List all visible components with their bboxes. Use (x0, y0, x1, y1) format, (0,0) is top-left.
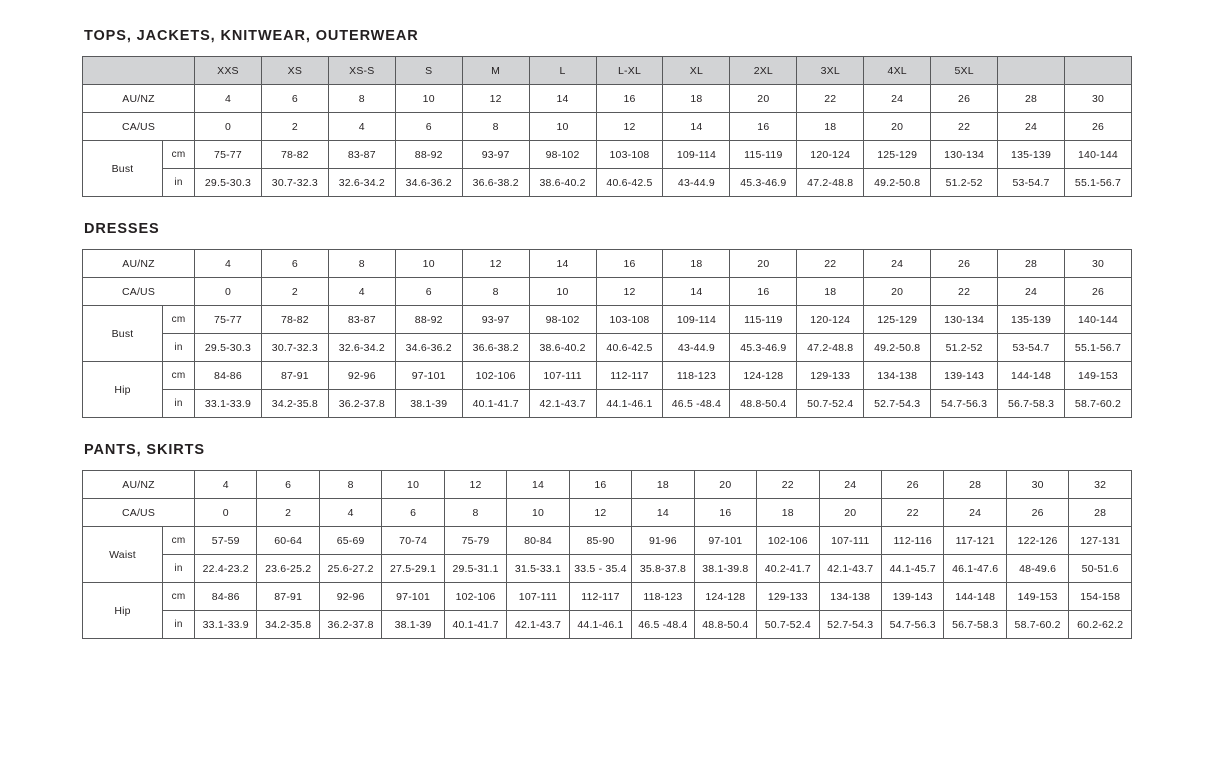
value-cell: 139-143 (931, 362, 998, 390)
value-cell: 149-153 (1006, 583, 1068, 611)
value-cell: 22.4-23.2 (195, 555, 257, 583)
value-cell: 30 (1006, 471, 1068, 499)
table-row (83, 499, 1132, 527)
table-row (83, 278, 1132, 306)
unit-label: in (163, 334, 195, 362)
value-cell: 33.1-33.9 (195, 390, 262, 418)
table-row (83, 471, 1132, 499)
measurement-label: Hip (83, 583, 163, 639)
value-cell: 40.6-42.5 (596, 169, 663, 197)
value-cell: 93-97 (462, 306, 529, 334)
value-cell: 18 (632, 471, 694, 499)
value-cell: 107-111 (529, 362, 596, 390)
value-cell: 16 (596, 85, 663, 113)
table-row (83, 85, 1132, 113)
value-cell: 10 (529, 278, 596, 306)
value-cell: 40.1-41.7 (444, 611, 506, 639)
value-cell: 125-129 (864, 306, 931, 334)
value-cell: 102-106 (462, 362, 529, 390)
value-cell: 115-119 (730, 306, 797, 334)
value-cell: 30.7-32.3 (261, 334, 328, 362)
value-cell: 42.1-43.7 (507, 611, 569, 639)
section-title: DRESSES (84, 221, 160, 237)
value-cell: 36.2-37.8 (328, 390, 395, 418)
value-cell: 84-86 (195, 583, 257, 611)
value-cell: 34.2-35.8 (257, 611, 319, 639)
value-cell: 14 (529, 85, 596, 113)
size-header-cell: 3XL (797, 57, 864, 85)
value-cell: 8 (462, 113, 529, 141)
size-table (82, 56, 1132, 197)
size-header-cell: S (395, 57, 462, 85)
value-cell: 34.2-35.8 (261, 390, 328, 418)
size-header-cell (1064, 57, 1131, 85)
value-cell: 14 (632, 499, 694, 527)
value-cell: 10 (382, 471, 444, 499)
size-header-cell: XXS (195, 57, 262, 85)
value-cell: 149-153 (1064, 362, 1131, 390)
size-header-cell: XL (663, 57, 730, 85)
value-cell: 51.2-52 (931, 334, 998, 362)
value-cell: 36.6-38.2 (462, 334, 529, 362)
value-cell: 26 (1064, 278, 1131, 306)
value-cell: 32.6-34.2 (328, 169, 395, 197)
value-cell: 14 (507, 471, 569, 499)
unit-label: in (163, 390, 195, 418)
table-row (83, 141, 1132, 169)
value-cell: 102-106 (444, 583, 506, 611)
value-cell: 124-128 (730, 362, 797, 390)
size-header-cell: 4XL (864, 57, 931, 85)
value-cell: 8 (444, 499, 506, 527)
value-cell: 109-114 (663, 306, 730, 334)
value-cell: 2 (261, 113, 328, 141)
size-header-cell: 5XL (931, 57, 998, 85)
value-cell: 52.7-54.3 (819, 611, 881, 639)
value-cell: 107-111 (507, 583, 569, 611)
value-cell: 48-49.6 (1006, 555, 1068, 583)
value-cell: 92-96 (328, 362, 395, 390)
value-cell: 32.6-34.2 (328, 334, 395, 362)
value-cell: 118-123 (632, 583, 694, 611)
table-row (83, 306, 1132, 334)
size-header-cell (998, 57, 1065, 85)
value-cell: 50.7-52.4 (757, 611, 819, 639)
value-cell: 45.3-46.9 (730, 169, 797, 197)
value-cell: 85-90 (569, 527, 631, 555)
size-table (82, 470, 1132, 639)
row-label: CA/US (83, 278, 195, 306)
unit-label: in (163, 169, 195, 197)
value-cell: 2 (261, 278, 328, 306)
value-cell: 33.1-33.9 (195, 611, 257, 639)
value-cell: 32 (1069, 471, 1132, 499)
table-header-row (83, 57, 1132, 85)
value-cell: 60-64 (257, 527, 319, 555)
value-cell: 40.1-41.7 (462, 390, 529, 418)
value-cell: 18 (797, 278, 864, 306)
value-cell: 20 (730, 85, 797, 113)
table-row (83, 362, 1132, 390)
value-cell: 16 (730, 113, 797, 141)
value-cell: 40.2-41.7 (757, 555, 819, 583)
value-cell: 49.2-50.8 (864, 169, 931, 197)
value-cell: 47.2-48.8 (797, 169, 864, 197)
value-cell: 12 (596, 113, 663, 141)
value-cell: 46.1-47.6 (944, 555, 1006, 583)
value-cell: 25.6-27.2 (319, 555, 381, 583)
value-cell: 12 (462, 250, 529, 278)
value-cell: 35.8-37.8 (632, 555, 694, 583)
value-cell: 10 (529, 113, 596, 141)
value-cell: 4 (328, 278, 395, 306)
value-cell: 26 (931, 250, 998, 278)
value-cell: 83-87 (328, 306, 395, 334)
section-title: TOPS, JACKETS, KNITWEAR, OUTERWEAR (84, 28, 419, 44)
value-cell: 54.7-56.3 (881, 611, 943, 639)
value-cell: 51.2-52 (931, 169, 998, 197)
value-cell: 18 (757, 499, 819, 527)
value-cell: 6 (395, 113, 462, 141)
value-cell: 49.2-50.8 (864, 334, 931, 362)
value-cell: 53-54.7 (998, 334, 1065, 362)
value-cell: 24 (998, 113, 1065, 141)
value-cell: 22 (797, 250, 864, 278)
size-table (82, 249, 1132, 418)
size-header-cell: M (462, 57, 529, 85)
value-cell: 8 (319, 471, 381, 499)
value-cell: 118-123 (663, 362, 730, 390)
value-cell: 38.1-39 (395, 390, 462, 418)
value-cell: 48.8-50.4 (730, 390, 797, 418)
value-cell: 0 (195, 113, 262, 141)
value-cell: 38.6-40.2 (529, 334, 596, 362)
value-cell: 14 (663, 278, 730, 306)
unit-label: cm (163, 306, 195, 334)
size-table-section (82, 442, 1132, 639)
value-cell: 50-51.6 (1069, 555, 1132, 583)
size-table-section (82, 28, 1132, 197)
value-cell: 140-144 (1064, 306, 1131, 334)
value-cell: 48.8-50.4 (694, 611, 756, 639)
row-label: AU/NZ (83, 250, 195, 278)
value-cell: 28 (998, 85, 1065, 113)
value-cell: 12 (596, 278, 663, 306)
value-cell: 80-84 (507, 527, 569, 555)
value-cell: 16 (730, 278, 797, 306)
value-cell: 57-59 (195, 527, 257, 555)
value-cell: 84-86 (195, 362, 262, 390)
value-cell: 83-87 (328, 141, 395, 169)
value-cell: 52.7-54.3 (864, 390, 931, 418)
value-cell: 38.6-40.2 (529, 169, 596, 197)
value-cell: 24 (998, 278, 1065, 306)
value-cell: 103-108 (596, 306, 663, 334)
value-cell: 75-77 (195, 306, 262, 334)
value-cell: 44.1-46.1 (596, 390, 663, 418)
value-cell: 4 (195, 250, 262, 278)
value-cell: 44.1-45.7 (881, 555, 943, 583)
value-cell: 87-91 (261, 362, 328, 390)
value-cell: 97-101 (395, 362, 462, 390)
value-cell: 97-101 (382, 583, 444, 611)
unit-label: cm (163, 527, 195, 555)
value-cell: 22 (757, 471, 819, 499)
value-cell: 135-139 (998, 141, 1065, 169)
value-cell: 34.6-36.2 (395, 169, 462, 197)
value-cell: 56.7-58.3 (998, 390, 1065, 418)
measurement-label: Waist (83, 527, 163, 583)
size-header-cell: XS-S (328, 57, 395, 85)
value-cell: 24 (864, 250, 931, 278)
value-cell: 65-69 (319, 527, 381, 555)
value-cell: 55.1-56.7 (1064, 169, 1131, 197)
value-cell: 98-102 (529, 141, 596, 169)
value-cell: 45.3-46.9 (730, 334, 797, 362)
value-cell: 122-126 (1006, 527, 1068, 555)
measurement-label: Bust (83, 306, 163, 362)
value-cell: 22 (931, 278, 998, 306)
value-cell: 16 (569, 471, 631, 499)
value-cell: 55.1-56.7 (1064, 334, 1131, 362)
value-cell: 10 (395, 85, 462, 113)
value-cell: 20 (864, 278, 931, 306)
value-cell: 28 (998, 250, 1065, 278)
value-cell: 30.7-32.3 (261, 169, 328, 197)
value-cell: 43-44.9 (663, 169, 730, 197)
value-cell: 14 (529, 250, 596, 278)
value-cell: 58.7-60.2 (1064, 390, 1131, 418)
value-cell: 24 (944, 499, 1006, 527)
value-cell: 28 (1069, 499, 1132, 527)
value-cell: 112-117 (569, 583, 631, 611)
value-cell: 24 (864, 85, 931, 113)
value-cell: 91-96 (632, 527, 694, 555)
size-table-section (82, 221, 1132, 418)
value-cell: 139-143 (881, 583, 943, 611)
row-label: AU/NZ (83, 471, 195, 499)
value-cell: 130-134 (931, 306, 998, 334)
value-cell: 78-82 (261, 306, 328, 334)
size-header-cell: XS (261, 57, 328, 85)
value-cell: 6 (257, 471, 319, 499)
row-label: CA/US (83, 499, 195, 527)
value-cell: 29.5-30.3 (195, 169, 262, 197)
value-cell: 97-101 (694, 527, 756, 555)
value-cell: 93-97 (462, 141, 529, 169)
value-cell: 42.1-43.7 (529, 390, 596, 418)
value-cell: 6 (395, 278, 462, 306)
value-cell: 140-144 (1064, 141, 1131, 169)
value-cell: 112-117 (596, 362, 663, 390)
value-cell: 54.7-56.3 (931, 390, 998, 418)
value-cell: 34.6-36.2 (395, 334, 462, 362)
value-cell: 58.7-60.2 (1006, 611, 1068, 639)
value-cell: 0 (195, 278, 262, 306)
value-cell: 27.5-29.1 (382, 555, 444, 583)
value-cell: 36.6-38.2 (462, 169, 529, 197)
value-cell: 22 (931, 113, 998, 141)
table-row (83, 390, 1132, 418)
value-cell: 144-148 (998, 362, 1065, 390)
value-cell: 103-108 (596, 141, 663, 169)
table-row (83, 555, 1132, 583)
value-cell: 125-129 (864, 141, 931, 169)
measurement-label: Bust (83, 141, 163, 197)
row-label: CA/US (83, 113, 195, 141)
value-cell: 75-79 (444, 527, 506, 555)
value-cell: 88-92 (395, 306, 462, 334)
value-cell: 75-77 (195, 141, 262, 169)
size-header-cell: 2XL (730, 57, 797, 85)
value-cell: 8 (328, 250, 395, 278)
value-cell: 102-106 (757, 527, 819, 555)
value-cell: 16 (694, 499, 756, 527)
value-cell: 38.1-39 (382, 611, 444, 639)
value-cell: 20 (730, 250, 797, 278)
measurement-label: Hip (83, 362, 163, 418)
value-cell: 40.6-42.5 (596, 334, 663, 362)
value-cell: 109-114 (663, 141, 730, 169)
value-cell: 88-92 (395, 141, 462, 169)
value-cell: 24 (819, 471, 881, 499)
section-title: PANTS, SKIRTS (84, 442, 205, 458)
value-cell: 14 (663, 113, 730, 141)
value-cell: 26 (1006, 499, 1068, 527)
value-cell: 8 (328, 85, 395, 113)
value-cell: 29.5-30.3 (195, 334, 262, 362)
value-cell: 6 (382, 499, 444, 527)
value-cell: 20 (694, 471, 756, 499)
value-cell: 18 (797, 113, 864, 141)
value-cell: 120-124 (797, 141, 864, 169)
value-cell: 44.1-46.1 (569, 611, 631, 639)
table-row (83, 250, 1132, 278)
value-cell: 2 (257, 499, 319, 527)
size-header-cell: L (529, 57, 596, 85)
value-cell: 46.5 -48.4 (632, 611, 694, 639)
value-cell: 18 (663, 250, 730, 278)
table-row (83, 527, 1132, 555)
value-cell: 20 (864, 113, 931, 141)
value-cell: 22 (797, 85, 864, 113)
unit-label: cm (163, 583, 195, 611)
unit-label: cm (163, 141, 195, 169)
value-cell: 120-124 (797, 306, 864, 334)
value-cell: 47.2-48.8 (797, 334, 864, 362)
value-cell: 112-116 (881, 527, 943, 555)
value-cell: 144-148 (944, 583, 1006, 611)
value-cell: 31.5-33.1 (507, 555, 569, 583)
value-cell: 43-44.9 (663, 334, 730, 362)
value-cell: 130-134 (931, 141, 998, 169)
table-row (83, 334, 1132, 362)
value-cell: 117-121 (944, 527, 1006, 555)
unit-label: in (163, 611, 195, 639)
value-cell: 87-91 (257, 583, 319, 611)
value-cell: 4 (319, 499, 381, 527)
value-cell: 28 (944, 471, 1006, 499)
value-cell: 60.2-62.2 (1069, 611, 1132, 639)
value-cell: 26 (1064, 113, 1131, 141)
value-cell: 33.5 - 35.4 (569, 555, 631, 583)
table-row (83, 169, 1132, 197)
value-cell: 6 (261, 85, 328, 113)
value-cell: 53-54.7 (998, 169, 1065, 197)
value-cell: 92-96 (319, 583, 381, 611)
value-cell: 12 (569, 499, 631, 527)
value-cell: 38.1-39.8 (694, 555, 756, 583)
size-guide-sections (82, 28, 1132, 639)
value-cell: 70-74 (382, 527, 444, 555)
row-label: AU/NZ (83, 85, 195, 113)
value-cell: 20 (819, 499, 881, 527)
value-cell: 56.7-58.3 (944, 611, 1006, 639)
value-cell: 98-102 (529, 306, 596, 334)
size-header-cell: L-XL (596, 57, 663, 85)
value-cell: 22 (881, 499, 943, 527)
unit-label: cm (163, 362, 195, 390)
value-cell: 135-139 (998, 306, 1065, 334)
value-cell: 129-133 (757, 583, 819, 611)
value-cell: 10 (507, 499, 569, 527)
value-cell: 50.7-52.4 (797, 390, 864, 418)
value-cell: 18 (663, 85, 730, 113)
value-cell: 10 (395, 250, 462, 278)
value-cell: 4 (195, 471, 257, 499)
value-cell: 30 (1064, 250, 1131, 278)
value-cell: 26 (881, 471, 943, 499)
value-cell: 30 (1064, 85, 1131, 113)
value-cell: 4 (328, 113, 395, 141)
value-cell: 12 (444, 471, 506, 499)
value-cell: 4 (195, 85, 262, 113)
table-row (83, 583, 1132, 611)
table-row (83, 113, 1132, 141)
value-cell: 0 (195, 499, 257, 527)
value-cell: 26 (931, 85, 998, 113)
value-cell: 78-82 (261, 141, 328, 169)
value-cell: 124-128 (694, 583, 756, 611)
value-cell: 46.5 -48.4 (663, 390, 730, 418)
value-cell: 42.1-43.7 (819, 555, 881, 583)
header-corner (83, 57, 195, 85)
value-cell: 107-111 (819, 527, 881, 555)
value-cell: 129-133 (797, 362, 864, 390)
value-cell: 16 (596, 250, 663, 278)
value-cell: 127-131 (1069, 527, 1132, 555)
value-cell: 115-119 (730, 141, 797, 169)
value-cell: 154-158 (1069, 583, 1132, 611)
value-cell: 6 (261, 250, 328, 278)
value-cell: 29.5-31.1 (444, 555, 506, 583)
value-cell: 36.2-37.8 (319, 611, 381, 639)
value-cell: 134-138 (864, 362, 931, 390)
value-cell: 23.6-25.2 (257, 555, 319, 583)
unit-label: in (163, 555, 195, 583)
table-row (83, 611, 1132, 639)
value-cell: 12 (462, 85, 529, 113)
value-cell: 134-138 (819, 583, 881, 611)
value-cell: 8 (462, 278, 529, 306)
